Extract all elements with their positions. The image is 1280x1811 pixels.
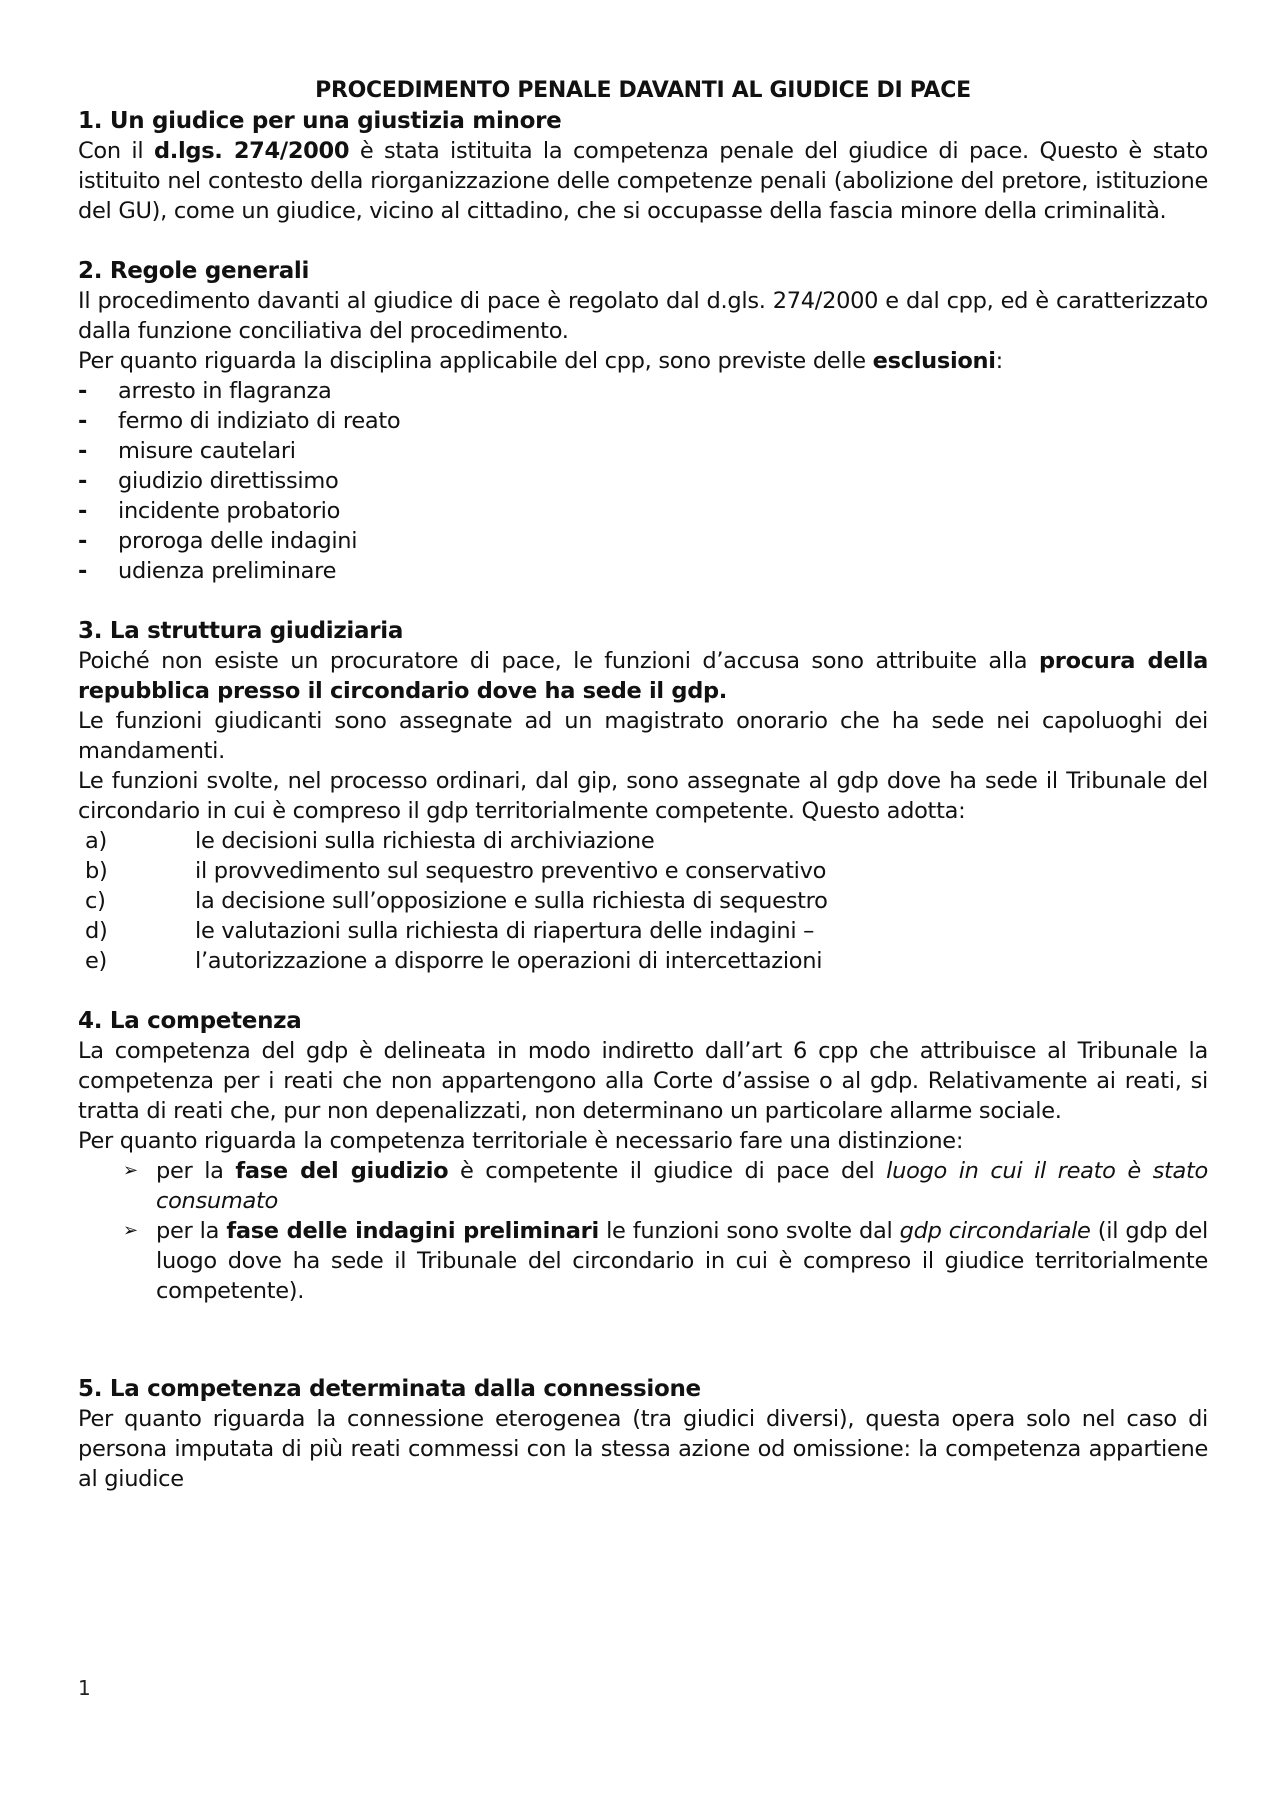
list-item: - proroga delle indagini — [78, 526, 1208, 556]
section-1-paragraph — [78, 136, 1208, 226]
section-2-paragraph — [78, 346, 1208, 376]
list-item: - incidente probatorio — [78, 496, 1208, 526]
list-item — [78, 946, 1208, 976]
italic-text: gdp circondariale — [899, 1218, 1091, 1244]
list-item — [78, 916, 1208, 946]
section-3-heading: 3. La struttura giudiziaria — [78, 618, 404, 644]
section-3-paragraph: Le funzioni svolte, nel processo ordinari, dal gip, sono assegnate al gdp dove ha sede il Tribunale del circondario in cui è compreso il gdp territorialmente competente. Questo adotta: — [78, 768, 1208, 824]
list-item — [78, 1156, 1208, 1216]
list-marker: b) — [85, 858, 108, 884]
section-3-paragraph: Le funzioni giudicanti sono assegnate ad un magistrato onorario che ha sede nei capoluoghi dei mandamenti. — [78, 708, 1208, 764]
section-4-paragraph: La competenza del gdp è delineata in modo indiretto dall’art 6 cpp che attribuisce al Tribunale la competenza per i reati che non appartengono alla Corte d’assise o al gdp. Relativamente ai reati, si tratta di reati che, pur non depenalizzati, non determinano un particolare allarme sociale. — [78, 1038, 1208, 1124]
list-marker: e) — [85, 948, 108, 974]
list-item — [78, 856, 1208, 886]
list-item — [78, 826, 1208, 856]
list-item: - arresto in flagranza — [78, 376, 1208, 406]
text: le valutazioni sulla richiesta di riapertura delle indagini – — [195, 918, 815, 944]
text: il provvedimento sul sequestro preventivo e conservativo — [195, 858, 827, 884]
text: è stata istituita la competenza penale del giudice di pace. Questo è stato istituito nel contesto della riorganizzazione delle competenze penali (abolizione del pretore, istituzione del GU), come un giudice, vicino al cittadino, che si occupasse della fascia minore della criminalità. — [78, 138, 1208, 224]
list-item: - giudizio direttissimo — [78, 466, 1208, 496]
list-item: - misure cautelari — [78, 436, 1208, 466]
bold-text: d.lgs. 274/2000 — [153, 138, 350, 164]
list-item: - udienza preliminare — [78, 556, 1208, 586]
text: Per quanto riguarda la disciplina applicabile del cpp, sono previste delle — [78, 348, 873, 374]
decisions-list — [78, 826, 1208, 976]
territorial-list — [78, 1156, 1208, 1306]
text: è competente il giudice di pace del — [448, 1158, 887, 1184]
bold-text: esclusioni — [872, 348, 996, 374]
section-1-heading: 1. Un giudice per una giustizia minore — [78, 108, 562, 134]
arrow-bullet-icon: ➢ — [123, 1220, 138, 1241]
list-marker: a) — [85, 828, 107, 854]
italic-text: luogo in cui il reato è stato consumato — [156, 1158, 1208, 1214]
text: per la — [156, 1218, 227, 1244]
text: per la — [156, 1158, 236, 1184]
text: la decisione sull’opposizione e sulla richiesta di sequestro — [195, 888, 828, 914]
text: le decisioni sulla richiesta di archiviazione — [195, 828, 655, 854]
list-marker: d) — [85, 918, 108, 944]
text: : — [995, 348, 1003, 374]
bold-text: fase delle indagini preliminari — [226, 1218, 599, 1244]
list-item — [78, 1216, 1208, 1306]
section-5-paragraph: Per quanto riguarda la connessione eterogenea (tra giudici diversi), questa opera solo nel caso di persona imputata di più reati commessi con la stessa azione od omissione: la competenza appartiene al giudice — [78, 1406, 1208, 1492]
text: Poiché non esiste un procuratore di pace, le funzioni d’accusa sono attribuite alla — [78, 648, 1039, 674]
text: Con il — [78, 138, 154, 164]
document-page — [78, 76, 1208, 1494]
text: l’autorizzazione a disporre le operazioni di intercettazioni — [195, 948, 823, 974]
list-item: - fermo di indiziato di reato — [78, 406, 1208, 436]
section-4-heading: 4. La competenza — [78, 1008, 302, 1034]
section-3-paragraph — [78, 646, 1208, 706]
exclusions-list — [78, 376, 1208, 586]
section-2-heading: 2. Regole generali — [78, 258, 310, 284]
text: (il gdp del luogo dove ha sede il Tribunale del circondario in cui è compreso il giudice territorialmente competente). — [156, 1218, 1208, 1304]
section-2-paragraph: Il procedimento davanti al giudice di pace è regolato dal d.gls. 274/2000 e dal cpp, ed è caratterizzato dalla funzione conciliativa del procedimento. — [78, 288, 1208, 344]
section-5-heading: 5. La competenza determinata dalla connessione — [78, 1376, 701, 1402]
document-title: PROCEDIMENTO PENALE DAVANTI AL GIUDICE DI PACE — [315, 78, 971, 103]
arrow-bullet-icon: ➢ — [123, 1160, 138, 1181]
bold-text: procura della repubblica presso il circondario dove ha sede il gdp. — [78, 648, 1208, 704]
list-item — [78, 886, 1208, 916]
list-marker: c) — [85, 888, 106, 914]
page-number: 1 — [78, 1676, 91, 1700]
text: le funzioni sono svolte dal — [598, 1218, 900, 1244]
bold-text: fase del giudizio — [235, 1158, 449, 1184]
section-4-paragraph: Per quanto riguarda la competenza territoriale è necessario fare una distinzione: — [78, 1128, 964, 1154]
